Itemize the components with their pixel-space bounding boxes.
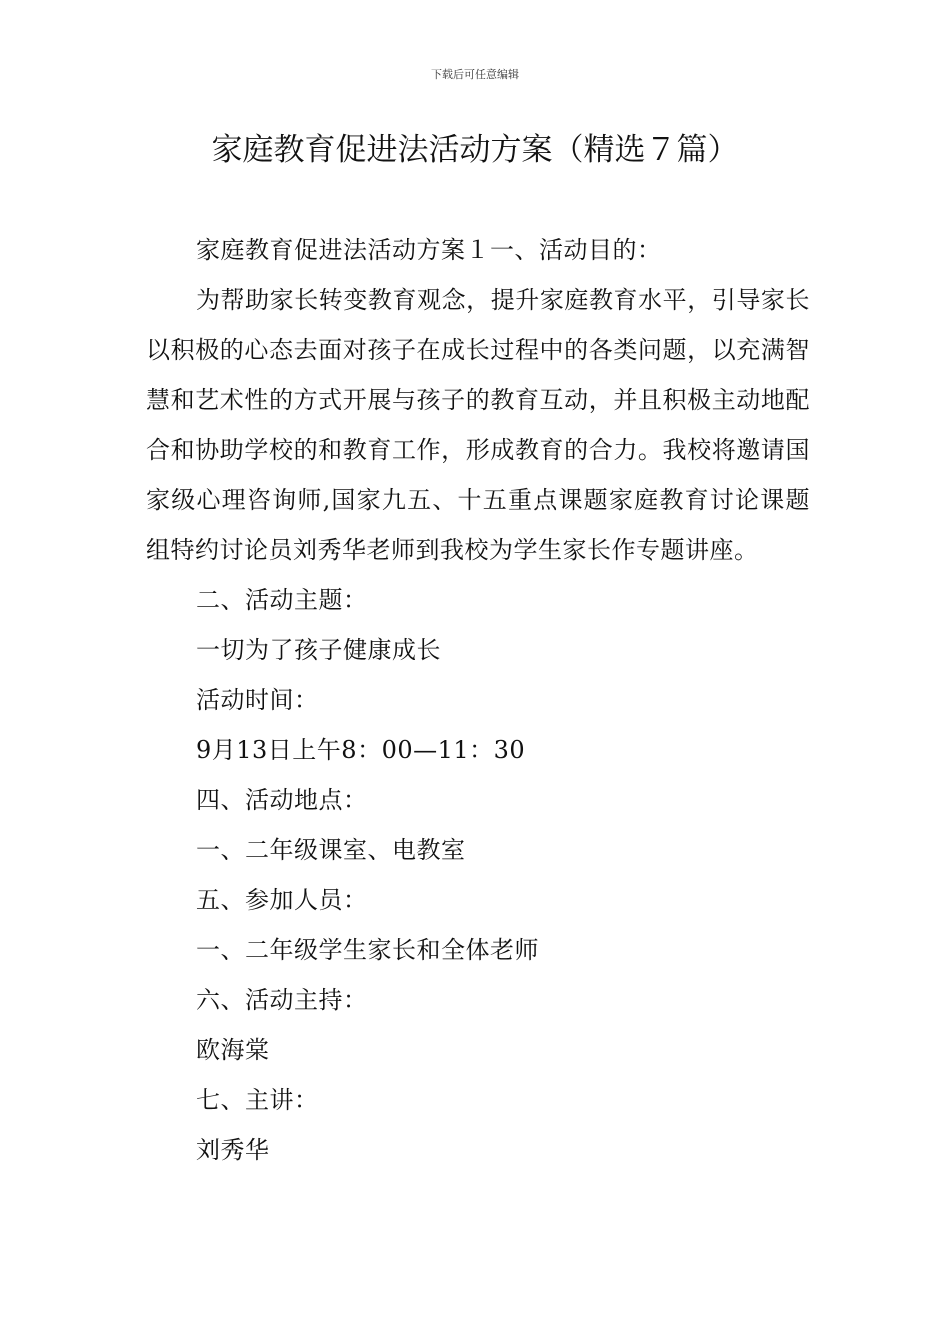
paragraph-purpose: 为帮助家长转变教育观念，提升家庭教育水平，引导家长以积极的心态去面对孩子在成长过程中的各类问题，以充满智慧和艺术性的方式开展与孩子的教育互动，并且积极主动地配合和协助学校的和教育工作，形成教育的合力。我校将邀请国家级心理咨询师,国家九五、十五重点课题家庭教育讨论课题组特约讨论员刘秀华老师到我校为学生家长作专题讲座。 [146,286,810,564]
section-heading-participants: 五、参加人员： [196,886,368,914]
paragraph-time: 9月13日上午8：00—11：30 [196,736,526,764]
section-heading-time: 活动时间： [196,686,319,714]
document-title: 家庭教育促进法活动方案（精选７篇） [211,132,739,168]
paragraph-theme: 一切为了孩子健康成长 [196,636,441,664]
section-heading-location: 四、活动地点： [196,786,368,814]
paragraph-host: 欧海棠 [196,1036,270,1064]
document-body [146,225,810,1175]
paragraph-speaker: 刘秀华 [196,1136,270,1164]
section-heading-speaker: 七、主讲： [196,1086,319,1114]
paragraph-participants: 一、二年级学生家长和全体老师 [196,936,539,964]
page-header-note: 下载后可任意编辑 [431,68,519,81]
section-heading-theme: 二、活动主题： [196,586,368,614]
paragraph-intro: 家庭教育促进法活动方案１一、活动目的： [196,236,662,264]
paragraph-location: 一、二年级课室、电教室 [196,836,466,864]
section-heading-host: 六、活动主持： [196,986,368,1014]
